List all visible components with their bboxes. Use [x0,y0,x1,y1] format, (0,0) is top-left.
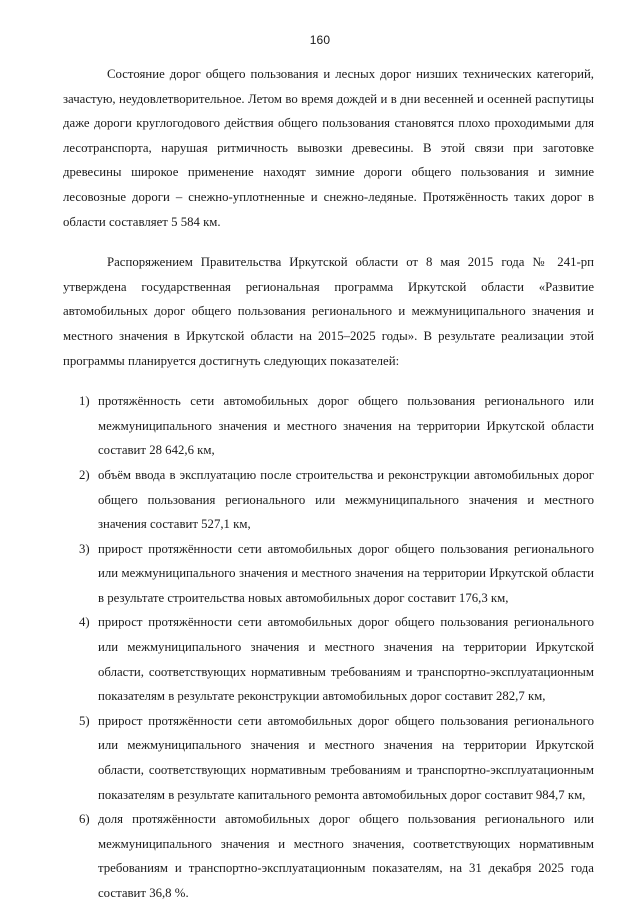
list-item-text: объём ввода в эксплуатацию после строительства и реконструкции автомобильных дорог общего пользования регионального или межмуниципального значения и местного значения составит 527,1 км, [98,467,594,532]
list-item-marker: 5) [79,713,90,728]
list-item-marker: 1) [79,394,90,409]
list-item-text: протяжённость сети автомобильных дорог общего пользования регионального или межмуниципального значения и местного значения на территории Иркутской области составит 28 642,6 км, [98,394,594,458]
list-item [63,610,594,708]
list-item-text: доля протяжённости автомобильных дорог общего пользования регионального или межмуниципального значения и местного значения, соответствующих нормативным требованиям и транспортно-эксплуатационным показателям, на 31 декабря 2025 года составит 36,8 %. [98,812,594,900]
list-item [63,389,594,463]
list-item [63,537,594,611]
list-item-text: прирост протяжённости сети автомобильных дорог общего пользования регионального или межмуниципального значения и местного значения на территории Иркутской области, соответствующих нормативным требованиям и транспортно-эксплуатационным показателям в результате капитального ремонта автомобильных дорог составит 984,7 км, [98,713,594,802]
page-number: 160 [309,33,331,47]
paragraph-road-conditions: Состояние дорог общего пользования и лесных дорог низших технических категорий, зачастую, неудовлетворительное. Летом во время дождей и в дни весенней и осенней распутицы даже дороги круглогодового действия общего пользования становятся плохо проходимыми для лесотранспорта, нарушая ритмичность вывозки древесины. В этой связи при заготовке древесины широкое применение находят зимние дороги общего пользования и зимние лесовозные дороги – снежно-уплотненные и снежно-ледяные. Протяжённость таких дорог в области составляет 5 584 км. [63,67,594,229]
list-item-marker: 4) [79,615,90,630]
document-body [63,62,594,906]
list-item-marker: 3) [79,541,90,556]
list-item [63,807,594,905]
list-item-marker: 6) [79,812,90,827]
list-item-marker: 2) [79,467,90,482]
program-indicators-list [63,389,594,905]
paragraph-regional-program: Распоряжением Правительства Иркутской области от 8 мая 2015 года № 241-рп утверждена государственная региональная программа Иркутской области «Развитие автомобильных дорог общего пользования регионального и межмуниципального значения и местного значения в Иркутской области на 2015–2025 годы». В результате реализации этой программы планируется достигнуть следующих показателей: [63,255,594,368]
list-item-text: прирост протяжённости сети автомобильных дорог общего пользования регионального или межмуниципального значения и местного значения на территории Иркутской области, соответствующих нормативным требованиям и транспортно-эксплуатационным показателям в результате реконструкции автомобильных дорог составит 282,7 км, [98,615,594,704]
list-item [63,463,594,537]
list-item [63,709,594,807]
list-item-text: прирост протяжённости сети автомобильных дорог общего пользования регионального или межмуниципального значения и местного значения на территории Иркутской области в результате строительства новых автомобильных дорог составит 176,3 км, [98,541,594,605]
